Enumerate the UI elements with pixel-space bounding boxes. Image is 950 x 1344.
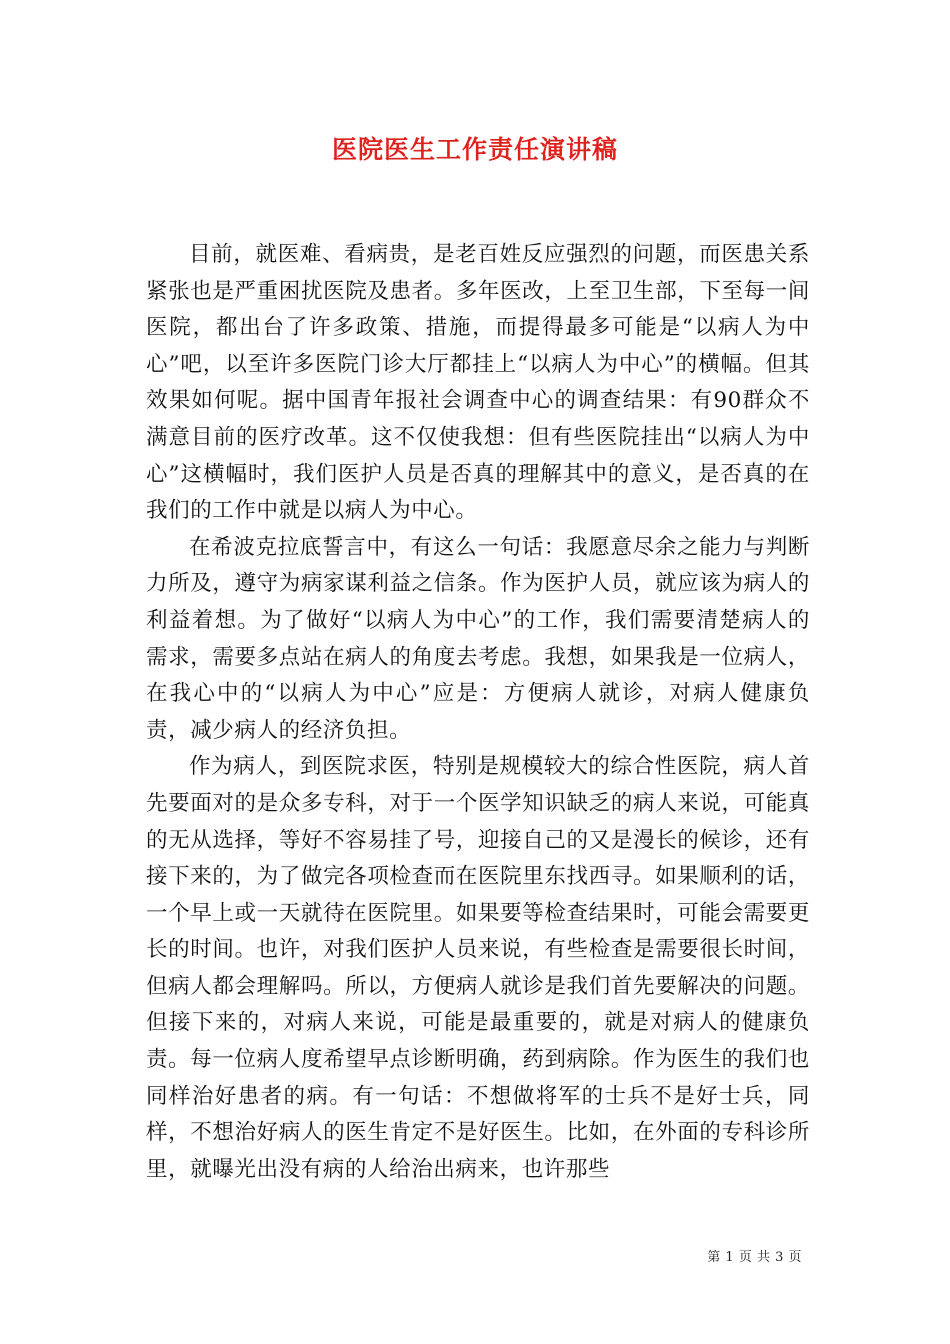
paragraph-3: 作为病人，到医院求医，特别是规模较大的综合性医院，病人首先要面对的是众多专科，对于一个医学知识缺乏的病人来说，可能真的无从选择，等好不容易挂了号，迎接自己的又是漫长的候诊，还有接下来的，为了做完各项检查而在医院里东找西寻。如果顺利的话，一个早上或一天就待在医院里。如果要等检查结果时，可能会需要更长的时间。也许，对我们医护人员来说，有些检查是需要很长时间，但病人都会理解吗。所以，方便病人就诊是我们首先要解决的问题。但接下来的，对病人来说，可能是最重要的，就是对病人的健康负责。每一位病人度希望早点诊断明确，药到病除。作为医生的我们也同样治好患者的病。有一句话：不想做将军的士兵不是好士兵，同样，不想治好病人的医生肯定不是好医生。比如，在外面的专科诊所里，就曝光出没有病的人给治出病来，也许那些 — [146, 754, 810, 1182]
document-body — [146, 237, 810, 1188]
paragraph-2: 在希波克拉底誓言中，有这么一句话：我愿意尽余之能力与判断力所及，遵守为病家谋利益之信条。作为医护人员，就应该为病人的利益着想。为了做好“以病人为中心”的工作，我们需要清楚病人的需求，需要多点站在病人的角度去考虑。我想，如果我是一位病人，在我心中的“以病人为中心”应是：方便病人就诊，对病人健康负责，减少病人的经济负担。 — [146, 534, 810, 743]
paragraph-1: 目前，就医难、看病贵，是老百姓反应强烈的问题，而医患关系紧张也是严重困扰医院及患者。多年医改，上至卫生部，下至每一间医院，都出台了许多政策、措施，而提得最多可能是“以病人为中心”吧，以至许多医院门诊大厅都挂上“以病人为中心”的横幅。但其效果如何呢。据中国青年报社会调查中心的调查结果：有90群众不满意目前的医疗改革。这不仅使我想：但有些医院挂出“以病人为中心”这横幅时，我们医护人员是否真的理解其中的意义，是否真的在我们的工作中就是以病人为中心。 — [146, 242, 810, 524]
document-title: 医院医生工作责任演讲稿 — [331, 135, 618, 164]
page-number: 第 1 页 共 3 页 — [707, 1250, 802, 1265]
